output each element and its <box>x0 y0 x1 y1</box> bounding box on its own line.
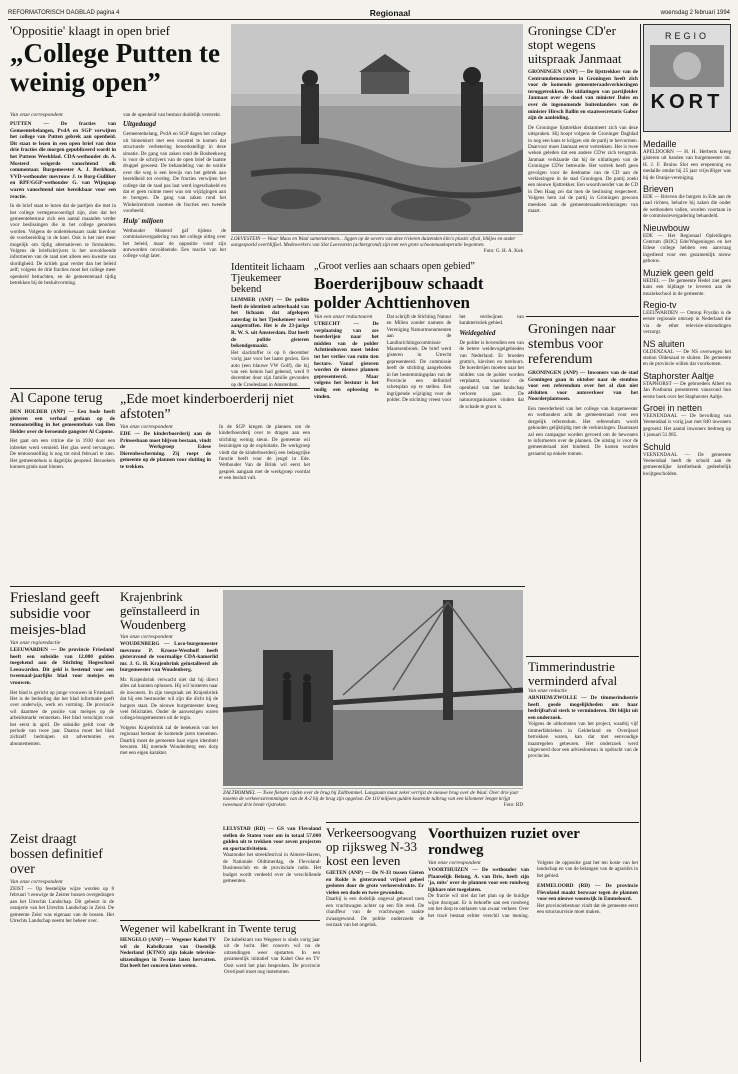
achttienhoven-body: Dat schrijft de Stichting Natuur en Milieu zonder namens de Vereniging Natuurmonumenten aan de Landinrichtingscommissie Maarssenbroek. De brief werd gisteren in Utrecht gepresenteerd. De commissie heeft de stichting aangeboden in het bestemmingsplan van de Provincie een definitief schetsplan op te stellen. Een ingrijpende wijziging voor de polder. De stichting vreest voor het verdwijnen van karakteristiek gebied. <box>386 314 524 404</box>
n33-body: Daarbij is een dodelijk ongeval gebeurd toen een vrachtwagen achter op een file reed. De chauffeur van de vrachtwagen raakte zwaargewond. De politie onderzoekt de oorzaak van het ongeluk. <box>326 896 424 928</box>
timmer-body: Volgens de uitkomsten van het project, waarbij vijf timmerfabrieken in Gelderland en Overijssel betrokken waren, kan dat met eenvoudige maatregelen gebeuren. Het onderzoek werd uitgevoerd door een adviesbureau in opdracht van de provincies. <box>528 721 638 760</box>
friesland-headline: Friesland geeft subsidie voor meisjes-blad <box>10 590 100 638</box>
kort-item-heading: Muziek geen geld <box>643 267 714 278</box>
zeist-article <box>10 832 114 1062</box>
timmer-headline: Timmerindustrie verminderd afval <box>528 659 618 688</box>
achttienhoven-body2: De polder is bovendien een van de betere weidevogelgebieden van Nederland. Er broeden grutto's, kieviten en tureluurs. De boerderijen moeten naar het midden van de polder worden verplaatst, waardoor de openheid van het landschap verloren gaat. De natuurorganisaties vinden dat de schade te groot is. <box>459 339 524 410</box>
krajenbrink-headline: Krajenbrink geïnstalleerd in Woudenberg <box>120 589 200 632</box>
loevestein-credit: Foto: G. H. A. Kok <box>483 248 523 255</box>
lelystad-article <box>223 826 321 916</box>
friesland-byline: Van onze regioredactie <box>10 640 61 646</box>
capone-headline: Al Capone terug <box>10 391 103 406</box>
tjeukemeer-body: Het slachtoffer is op 6 december vorig jaar voor het laatst gezien. Een auto (een blauwe VW Golf), die hij van een kennis had geleend, werd 9 december door zijn familie gevonden op de Croeleslaan in Amsterdam. <box>231 349 309 388</box>
tjeukemeer-headline: Identiteit lichaam Tjeukemeer bekend <box>231 262 305 295</box>
putten-col-2 <box>123 112 226 386</box>
achttienhoven-kicker: „Groot verlies aan schaars open gebied” <box>314 261 475 272</box>
groningen-cd-body: De Groningse lijsttrekker distantieert zich van deze uitspraken. Hij hoopt volgens de Groninger Dagblad in nog een kans te krijgen om de partij te hervormen. Daarvoor moet Janmaat eerst vertrekken. Het is twee weken geleden dat een andere CD'er zich terugtrok. Janmaat verklaarde dat hij de uitlatingen van de Groningse CD'er betreurde. Het vertrek heeft geen gevolgen voor de deelname van de CD aan de verkiezingen in de stad Groningen. De partij zoekt een nieuwe lijsttrekker. Een woordvoerder van de CD in Den Haag zei dat men de beslissing respecteert. Volgens hem zal de partij in Groningen gewoon meedoen aan de gemeenteraadsverkiezingen van maart. <box>528 124 638 215</box>
kinderboerderij-article <box>120 392 310 582</box>
kort-item-text: APELDOORN — H. H. Herberts kreeg gisteren uit handen van burgemeester mr. H. J. F. Bruins Slot een erepenning en medaille omdat hij 25 jaar vrijwilliger was bij de Oranje-vereniging. <box>643 149 731 181</box>
zaltbommel-photo <box>223 590 523 786</box>
regio-kort-list <box>643 136 731 1062</box>
kort-item-text: OLDENZAAL — De NS overwegen het station Oldenzaal te sluiten. De gemeente en de provincie willen dat voorkomen. <box>643 348 731 368</box>
n33-article <box>326 826 424 1062</box>
zeist-headline: Zeist draagt bossen definitief over <box>10 832 103 877</box>
voorthuizen-headline: Voorthuizen ruziet over rondweg <box>428 826 580 858</box>
putten-col2-pre: van de openheid van bestuur duidelijk verstrekt. <box>123 112 222 118</box>
putten-lead: PUTTEN — De fracties van Gemeentebelangen, PvdA en SGP verwijten het college van Putten gebrek aan openheid. Dit staat te lezen in een open brief van deze drie fracties die morgen gepubliceerd wordt in het Puttens Weekblad. CDA-wethouder dr. A. Mosterd weigerde vanochtend elk commentaar. Burgemeester A. J. Berkhout, VVD-wethouder mevrouw J. te Borg-Gulliker en RPF/GGP-wethouder G. van Wijngaap waren vanochtend niet bereikbaar voor een reactie. <box>10 121 116 200</box>
n33-headline: Verkeersoogvang op rijksweg N-33 kost een leven <box>326 825 417 868</box>
referendum-headline: Groningen naar stembus voor referendum <box>528 322 616 367</box>
kort-item-heading: Brieven <box>643 184 674 195</box>
loevestein-caption-text: LOEVESTEIN — Waar Maas en Waal samenstromen... liggen op de oevers van deze rivieren duizenden kilo's plastic afval, blikjes en ander aangespoeld overblijfsel. Medewerkers van Slot Loevestein (achtergrond) zijn met een grote schoonmaakoperatie begonnen. <box>231 236 516 249</box>
kort-item-text: VEENENDAAL — De bevolking van Veenendaal is vorig jaar met 840 inwoners gegroeid. Het aantal inwoners bedroeg op 1 januari 51.985. <box>643 412 731 439</box>
kort-item-heading: Regio-tv <box>643 299 677 310</box>
emmeloord-lead: EMMELOORD (RD) — De provincie Flevoland maakt bezwaar tegen de plannen voor een nieuwe woonwijk in Emmeloord. <box>537 883 638 903</box>
putten-sub-miljoen: Hulp' miljoen <box>123 216 164 225</box>
divider <box>526 316 639 317</box>
divider <box>640 24 641 1062</box>
putten-body: In de brief staat te lezen dat de partijen die met in het college vertegenwoordigd zijn, zien dat het gemeentebestuur zich een aantal maanden verder voor beslissingen die in het college genomen worden. Volgens de ondertekenaars raakt hierdoor de voorbereiding in de knel. Ook is het niet meer mogelijk om tijdig alternatieven te formuleren. Volgens de briefschrijvers is het onvoldoende informeren van de raad niet alleen een kwestie van slordigheid. De kritiek gaat verder dan het beleid zelf; volgens de drie fracties moet het college meer openheid betrachten, en de gemeenteraad tijdig betrekken bij de besluitvorming. <box>10 203 116 286</box>
referendum-body: Een meerderheid van het college van burgemeester en wethouders acht de gemeenteraad voor een dergelijk referendum. Het referendum wordt gehouden gelijktijdig met de verkiezingen. Daarnaast zal een campagne worden gevoerd om de bewoners te informeren over de plannen. De uitslag is voor de gemeenteraad niet bindend. De kosten worden geraamd op enkele tonnen. <box>528 405 638 457</box>
kabelkrant-body: De kabelkrant van Wegener is sinds vorig jaar uit de lucht. Het concern wil nu de uitzendingen weer opstarten. In een gezamenlijk initiatief van Kabel One en TV Oost werd het plan besproken. De provincie Overijssel moet nog instemmen. <box>224 937 320 976</box>
putten-col2-body: Gemeentebelang, PvdA en SGP dagen het college uit binnenkort met een voorstel te komen dat structurele verbetering bewerkstelligt in deze situatie. De gang van zaken rond de Bosbeekweg is voor de schrijvers van de open brief de laatste druppel geweest. De behandeling van de notitie over die weg is een bewijs van het gebrek aan bereidheid tot overleg. De fracties verwijten het college dat de raad pas laat werd ingeschakeld en dat er geen ruimte meer was om wijzigingen aan te brengen. De gang van zaken rond het Winkelcentrum noemen de fracties een tweede voorbeeld. <box>123 131 226 215</box>
achttienhoven-byline: Van een onzer redacteuren <box>314 314 373 320</box>
regio-kort-logo <box>643 24 731 132</box>
kort-item-text: EDE — Brieven die burgers in Ede aan de raad richten, behalve bij zaken die onder de wethouders vallen, worden voortaan in de commissievergadering behandeld. <box>643 194 731 220</box>
kort-item-text: EDE — Het Regionaal Opleidingen Centrum (ROC) Ede/Wageningen en het Edese college hebben een aanvraag ingediend voor een gezamenlijk nieuw gebouw. <box>643 232 731 265</box>
kort-item-heading: NS aluiten <box>643 338 685 349</box>
kort-item-text: VEENENDAAL — De gemeente Veenendaal heeft de schuld aan de gemeentelijke kredietbank gedeeltelijk kwijtgescholden. <box>643 451 731 477</box>
achttienhoven-sub: Weidegebied <box>459 328 496 337</box>
referendum-lead: GRONINGEN (ANP) — Inwoners van de stad Groningen gaan in oktober naar de stembus voor een referendum over het al dan niet afsluiten voor autoverkeer van het Noorderplantsoen. <box>528 370 638 403</box>
kort-item-text: LEEUWARDEN — Omrop Fryslân is de eerste regionale omroep in Nederland die via de ether televisie-uitzendingen verzorgt. <box>643 309 731 336</box>
putten-col-1 <box>10 112 116 386</box>
achttienhoven-headline: Boerderijbouw schaadt polder Achttienhoven <box>314 274 484 312</box>
capone-article <box>10 392 115 572</box>
friesland-article <box>10 590 114 828</box>
capone-body: Het gaat om een vitrine die in 1930 door een inbreker werd vernield. Het glas werd vervangen. De tentoonstelling is nog tot eind februari te zien. Het gemeentehuis is dagelijks geopend. Bezoekers kunnen gratis naar binnen. <box>10 438 115 470</box>
divider <box>526 656 639 657</box>
section-title: Regionaal <box>369 7 411 18</box>
groningen-cd-lead: GRONINGEN (ANP) — De lijsttrekker van de Centrumdemocraten in Groningen heeft zich voor de komende gemeenteraadsverkiezingen teruggetrokken. De uitlatingen van partijleider Janmaat over de dood van minister Dales en over de ingenomende buitenlanders van de minister Hirsch Ballin en staatssecretaris Gabor zijn de aanleiding. <box>528 69 638 122</box>
kinderboerderij-headline: „Ede moet kinderboerderij niet afstoten” <box>120 392 294 422</box>
groningen-cd-article <box>528 24 638 314</box>
kort-item-text: HEDEL — De gemeente Hedel ziet geen kans een bijdrage te leveren aan de muziekschool in de gemeente. <box>643 277 731 297</box>
kinderboerderij-body: In de SGP kregen de plannen om de kinderboerderij over te dragen aan een stichting weinig steun. De gemeente wil bezuinigen op de exploitatie. De werkgroep vindt dat de kinderboerderij een belangrijke functie heeft voor de jeugd in Ede. Wethouder Van de Brink wil eerst het gesprek aangaan met de werkgroep voordat er een besluit valt. <box>219 424 310 482</box>
lelystad-lead: LELYSTAD (RD) — GS van Flevoland stellen de Staten voor om in totaal 57.000 gulden uit te trekken voor zeven projecten en sportactiviteiten. <box>223 826 321 852</box>
zaltbommel-caption <box>223 788 523 822</box>
kort-item-heading: Medaille <box>643 139 677 149</box>
loevestein-photo <box>231 24 523 232</box>
groningen-cd-headline: Groningse CD'er stopt wegens uitspraak Janmaat <box>528 23 622 66</box>
putten-byline: Van onze correspondent <box>10 112 63 118</box>
voorthuizen-body: De fractie wil niet dat het plan op de huidige wijze doorgaat. Er is behoefte aan een rondweg om het dorp te ontlasten van zwaar verkeer. Over het tracé bestaat echter verschil van mening. Volgens de oppositie gaat het ten koste van het landschap en van de belangen van de agrariërs in het gebied. <box>428 860 638 919</box>
voorthuizen-lead: VOORTHUIZEN — De wethouder van Plaatselijk Belang, A. van Dris, heeft zijn 'ja, mits' over de plannen voor een rondweg lijkbare niet toegelaten. <box>428 867 529 893</box>
voorthuizen-byline: Van onze correspondent <box>428 860 481 866</box>
loevestein-photo-image <box>231 24 523 232</box>
kort-item-heading: Staphorster Aaltje <box>643 370 715 381</box>
putten-col2-end: Wethouder Mosterd gaf tijdens de commissievergadering van het college uitleg over het beleid, maar de oppositie vond zijn antwoorden onvoldoende. Een reactie van het college volgt later. <box>123 227 226 260</box>
divider <box>326 822 639 823</box>
krajenbrink-body: Mr. Krajenbrink verwacht niet dat hij direct alles zal kunnen oplossen. Hij wil luisteren naar de inwoners. In zijn toespraak zei Krajenbrink dat hij een bestuurder wil zijn die dicht bij de burgers staat. De nieuwe burgemeester kreeg veel felicitaties. Onder de aanwezigen waren collega-burgemeesters uit de regio. <box>120 676 218 722</box>
paper-page-label: REFORMATORISCH DAGBLAD pagina 4 <box>8 9 120 16</box>
divider <box>120 920 320 921</box>
loevestein-caption <box>231 234 523 258</box>
krajenbrink-article <box>120 590 218 920</box>
achttienhoven-lead: UTRECHT — De verplaatsing van zes boerderijen naar het midden van de polder Achttienhoven moet leiden tot het verlies van ruim tien hectare. Vanaf gisteren worden de nieuwe plannen gepresenteerd. Maar volgens het bestuur is het nodig een oplossing te vinden. <box>314 321 379 400</box>
putten-headline-block <box>10 24 230 104</box>
regio-logo-text: REGIO <box>664 31 709 41</box>
kort-logo-title: KORT <box>650 91 724 113</box>
kort-item-heading: Nieuwbouw <box>643 222 690 233</box>
kabelkrant-article <box>120 924 320 1062</box>
zeist-byline: Van onze correspondent <box>10 879 63 885</box>
kort-item-heading: Schuld <box>643 441 671 452</box>
n33-lead: GIETEN (ANP) — De N-33 tussen Gieten en Rolde is gisteravond vrijwel geheel gesloten door de grote verkeersdrukte. Er vielen een dode en twee gewonden. <box>326 870 424 896</box>
krajenbrink-body2: Volgens Krajenbrink zal de betekenis van het regionaal bestuur de komende jaren toenemen. Daarbij moet de gemeente haar eigen identiteit bewaren. Hij noemde Woudenberg een dorp met een eigen karakter. <box>120 724 218 757</box>
voorthuizen-article <box>428 826 638 1062</box>
regio-logo-image <box>644 41 730 91</box>
putten-headline: „College Putten te weinig open” <box>10 38 220 97</box>
kort-item-text: STAPHORST — De gebroeders Albert en Jan Posthuma presenteren vanavond hun eerste boek over het Staphorster Aaltje. <box>643 380 731 400</box>
tjeukemeer-lead: LEMMER (ANP) — De politie heeft de identiteit achterhaald van het lichaam dat afgelopen zaterdag in het Tjeukemeer werd aangetroffen. Het is de 23-jarige R. W. S. uit Amsterdam. Dat heeft de politie gisteren bekendgemaakt. <box>231 297 309 350</box>
zaltbommel-credit: Foto: RD <box>503 802 523 809</box>
divider <box>10 586 525 587</box>
kabelkrant-lead: HENGELO (ANP) — Wegener Kabel TV wil de Kabelkrant van Oostelijk Nederland (KTNO) zijn lokale televisie-uitzendingen in Twente laten hervatten. Dat heeft het concern laten weten. <box>120 937 216 970</box>
emmeloord-body: Het provinciebestuur vindt dat de gemeente eerst een structuurvisie moet maken. <box>537 903 638 916</box>
achttienhoven-article <box>314 262 524 538</box>
krajenbrink-byline: Van onze correspondent <box>120 634 173 640</box>
date-label: woensdag 2 februari 1994 <box>660 9 730 16</box>
timmer-article <box>528 660 638 790</box>
kinderboerderij-lead: EDE — De kinderboerderij aan de Prinsesbaan moet blijven bestaan, vindt de Werkgroep Edese Dierenbescherming. Zij roept de gemeente op de plannen voor sluiting in te trekken. <box>120 431 211 470</box>
putten-sub-uitgedaagd: Uitgedaagd <box>123 120 157 129</box>
capone-lead: DEN HOLDER (ANP) — Een bode heeft gisteren een verhaal gedaan op de tentoonstelling in het gemeentehuis van Den Helder over de beroemde gangster Al Capone. <box>10 409 115 435</box>
putten-kicker: 'Oppositie' klaagt in open brief <box>10 23 170 38</box>
page-header <box>8 6 730 20</box>
zaltbommel-caption-text: ZALTBOMMEL — Twee fietsers rijden over de brug bij Zaltbommel. Langzaam maar zeker verrijst de nieuwe brug over de Waal. Over drie jaar moeten de verkeersstremmingen van de A-2 bij de brug zijn opgelost. De 110 miljoen gulden kostende tuibrug van een kilometer lengte krijgt tweemaal drie brede rijstroken. <box>223 790 519 809</box>
timmer-byline: Van onze redactie <box>528 688 567 694</box>
friesland-lead: LEEUWARDEN — De provincie Friesland heeft een subsidie van 12.000 gulden toegekend aan de Stichting Hogeschool Leeuwarden. Dit geld is bestemd voor een tweemaal-jaarlijks blad voor meisjes en vrouwen. <box>10 647 114 686</box>
lelystad-body: Waaronder het streekfestival in Almere-Haven, de Nationale Oldtimerdag, de Flevoland-Businessclub en de provinciale radio. Het budget wordt verdeeld over de verschillende gemeenten. <box>223 852 321 884</box>
groningen-referendum-article <box>528 322 638 652</box>
kort-item-heading: Groei in netten <box>643 402 703 413</box>
krajenbrink-lead: WOUDENBERG — Loco-burgemeester mevrouw P. Kroeze-Westhoff heeft gisteravond de voormalige CDA-kamerlid mr. J. G. H. Krajenbrink geïnstalleerd als burgemeester van Woudenberg. <box>120 641 218 674</box>
timmer-lead: ARNHEM/ZWOLLE — De timmerindustrie heeft goede mogelijkheden om haar bedrijfsafval sterk te verminderen. Dit blijkt uit een onderzoek. <box>528 695 638 721</box>
friesland-body: Het blad is gericht op jonge vrouwen in Friesland. Het is de bedoeling dat het blad informatie geeft over onderwijs, werk en vorming. De provincie wil daarmee de positie van meisjes op de arbeidsmarkt versterken. Het blad verschijnt voor het eerst in april. De subsidie geldt voor de periode van twee jaar. Daarna moet het blad zichzelf bedruipen uit advertenties en abonnementen. <box>10 689 114 747</box>
kabelkrant-headline: Wegener wil kabelkrant in Twente terug <box>120 923 297 935</box>
kinderboerderij-byline: Van onze correspondent <box>120 424 173 430</box>
tjeukemeer-article <box>231 262 309 388</box>
zeist-body: ZEIST — Op feestelijke wijze worden op 8 februari 't eeuwige de Zeister bossen overgedragen aan het Utrechts Landschap. Dit gebeurt in de oranjerie van het Utrechts Landschap in Zeist. De gemeente Zeist was eigenaar van de bossen. Het Utrechts Landschap neemt het beheer over. <box>10 886 114 925</box>
divider <box>10 388 310 389</box>
zaltbommel-photo-image <box>223 590 523 786</box>
